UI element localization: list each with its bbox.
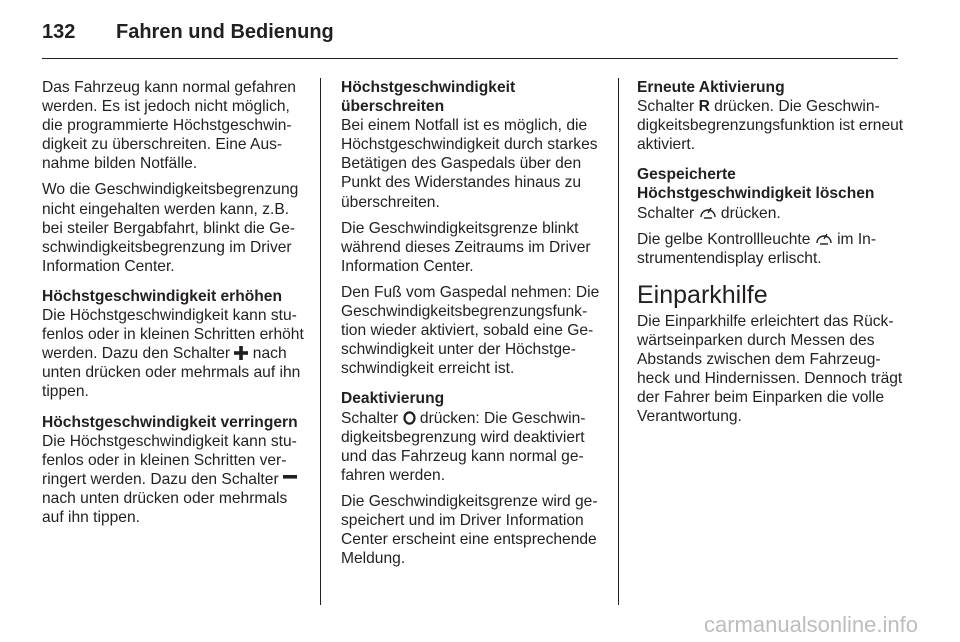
page-title: Fahren und Bedienung	[116, 21, 334, 43]
section-heading: Höchstgeschwindigkeit verringern	[42, 413, 298, 431]
column-2	[341, 78, 605, 575]
column-1	[42, 78, 306, 534]
paragraph: Die gelbe Kontrollleuchte im Instrumentendisplay erlischt.	[637, 230, 877, 267]
page-number: 132	[42, 21, 76, 43]
header-rule	[42, 58, 898, 59]
paragraph: Die Geschwindigkeitsgrenze wird gespeichert und im Driver Information Center erscheint eine entsprechende Meldung.	[341, 492, 598, 568]
paragraph: Die Geschwindigkeitsgrenze blinkt während dieses Zeitraums im Driver Information Center.	[341, 219, 591, 275]
watermark: carmanualsonline.info	[703, 612, 918, 637]
circle-off-icon	[403, 411, 416, 425]
paragraph: Das Fahrzeug kann normal gefahren werden. Es ist jedoch nicht möglich, die programmierte Höchstgeschwindigkeit zu überschreiten. Eine Ausnahme bilden Notfälle.	[42, 79, 296, 173]
paragraph: Den Fuß vom Gaspedal nehmen: Die Geschwindigkeitsbegrenzungsfunktion wieder aktiviert, sobald eine Geschwindigkeit unter der Höchstgeschwindigkeit erreicht ist.	[341, 283, 600, 378]
paragraph: Bei einem Notfall ist es möglich, die Höchstgeschwindigkeit durch starkes Betätigen des Gaspedals über den Punkt des Widerstandes hinaus zu überschreiten.	[341, 117, 598, 211]
plus-icon	[234, 346, 248, 360]
column-divider	[618, 78, 619, 605]
paragraph: Schalter R drücken. Die Geschwindigkeitsbegrenzungsfunktion ist erneut aktiviert.	[637, 98, 904, 154]
section-heading: Höchstgeschwindigkeit überschreiten	[341, 79, 516, 116]
paragraph: Die Höchstgeschwindigkeit kann stufenlos oder in kleinen Schritten verringert werden. Dazu den Schalter nach unten drücken oder mehrmals auf ihn tippen.	[42, 432, 297, 526]
minus-icon	[283, 472, 297, 486]
section-heading: Erneute Aktivierung	[637, 79, 785, 96]
chapter-heading: Einparkhilfe	[637, 280, 768, 309]
r-key-label: R	[698, 98, 710, 116]
paragraph: Wo die Geschwindigkeitsbegrenzung nicht eingehalten werden kann, z.B. bei steiler Bergabfahrt, blinkt die Geschwindigkeitsbegrenzung im Driver Information Center.	[42, 181, 299, 275]
paragraph: Schalter drücken: Die Geschwindigkeitsbegrenzung wird deaktiviert und das Fahrzeug kann normal gefahren werden.	[341, 409, 586, 484]
paragraph: Schalter drücken.	[637, 204, 781, 222]
speed-limiter-icon	[815, 231, 833, 246]
column-divider	[320, 78, 321, 605]
column-3	[637, 78, 905, 433]
section-heading: Höchstgeschwindigkeit erhöhen	[42, 287, 283, 305]
paragraph: Die Einparkhilfe erleichtert das Rückwärtseinparken durch Messen des Abstands zwischen dem Fahrzeugheck und Hindernissen. Dennoch trägt der Fahrer beim Einparken die volle Verantwortung.	[637, 312, 903, 426]
section-heading: Gespeicherte Höchstgeschwindigkeit löschen	[637, 166, 875, 203]
section-heading: Deaktivierung	[341, 390, 445, 408]
paragraph: Die Höchstgeschwindigkeit kann stufenlos oder in kleinen Schritten erhöht werden. Dazu den Schalter nach unten drücken oder mehrmals auf ihn tippen.	[42, 307, 304, 401]
speed-limiter-icon	[699, 205, 717, 220]
